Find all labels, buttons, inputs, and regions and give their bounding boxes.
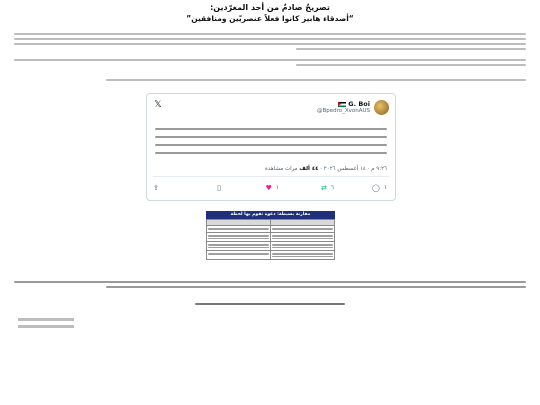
page-title: تصريحٌ صادمٌ من أحد المغرّدين: xyxy=(210,3,330,12)
retweet-icon: ⇄ xyxy=(320,184,327,192)
tweet-body-line xyxy=(155,152,387,154)
like-count: ١ xyxy=(275,184,279,191)
page-subtitle: “أصدقاء هابيز كانوا فعلاً عنصريّين ومنافقين” xyxy=(186,14,354,23)
tweet-body-line xyxy=(155,136,387,138)
avatar[interactable] xyxy=(374,100,389,115)
x-logo-icon[interactable]: 𝕏 xyxy=(154,100,162,110)
tweet-view-count: ٤٤ ألف xyxy=(299,166,319,172)
table-cell xyxy=(207,226,271,233)
comparison-table xyxy=(206,211,335,276)
table-cell xyxy=(207,242,271,251)
table-row xyxy=(207,233,335,242)
tweet-view-label: مرات مشاهدة xyxy=(265,166,298,172)
tweet-actions xyxy=(153,182,389,194)
table-cell xyxy=(207,233,271,242)
signature-line-2 xyxy=(18,325,74,328)
intro-paragraph-2 xyxy=(14,56,526,69)
reply-icon: ◯ xyxy=(372,184,380,192)
like-button[interactable] xyxy=(266,182,279,194)
comparison-table-grid xyxy=(206,219,335,260)
table-cell xyxy=(271,233,335,242)
intro-paragraph-3 xyxy=(14,76,526,84)
palestine-flag-icon xyxy=(338,102,346,107)
intro-paragraph xyxy=(14,30,526,53)
tweet-header xyxy=(153,100,389,118)
table-cell xyxy=(271,242,335,251)
table-cell xyxy=(271,251,335,260)
reply-button[interactable] xyxy=(372,182,387,194)
embedded-tweet[interactable] xyxy=(146,93,396,201)
reply-count: ١ xyxy=(383,184,387,191)
retweet-count: ٦ xyxy=(330,184,334,191)
tweet-body xyxy=(155,122,387,162)
table-row xyxy=(207,251,335,260)
table-cell xyxy=(207,251,271,260)
heart-icon: ♥ xyxy=(265,184,272,192)
tweet-meta: ٩:٢٦ م · ١٤ أغسطس ٢٠٢٦ · ٤٤ ألف مرات مشاهدة xyxy=(265,166,387,172)
tweet-divider xyxy=(153,176,389,177)
tweet-timestamp[interactable]: ٩:٢٦ م · ١٤ أغسطس ٢٠٢٦ xyxy=(323,166,387,172)
closing-line xyxy=(0,301,540,307)
signature-line-1 xyxy=(18,318,74,321)
tweet-author-handle[interactable]: @Bpedro_XvonAUS xyxy=(316,108,370,114)
tweet-author-name[interactable] xyxy=(336,100,370,108)
share-icon: ⇪ xyxy=(153,184,159,192)
table-row xyxy=(207,226,335,233)
table-row xyxy=(207,242,335,251)
closing-paragraph xyxy=(14,278,526,291)
bookmark-icon: ▯ xyxy=(217,184,221,192)
bookmark-button[interactable] xyxy=(217,182,221,194)
share-button[interactable] xyxy=(153,182,159,194)
table-cell xyxy=(271,226,335,233)
tweet-body-line xyxy=(155,128,387,130)
tweet-body-line xyxy=(155,144,387,146)
retweet-button[interactable] xyxy=(321,182,334,194)
table-caption: مقارنة بسيطة: دعوة تقوم بها لحظة xyxy=(206,211,335,219)
tweet-author-name-text: G. Boi xyxy=(348,100,370,108)
